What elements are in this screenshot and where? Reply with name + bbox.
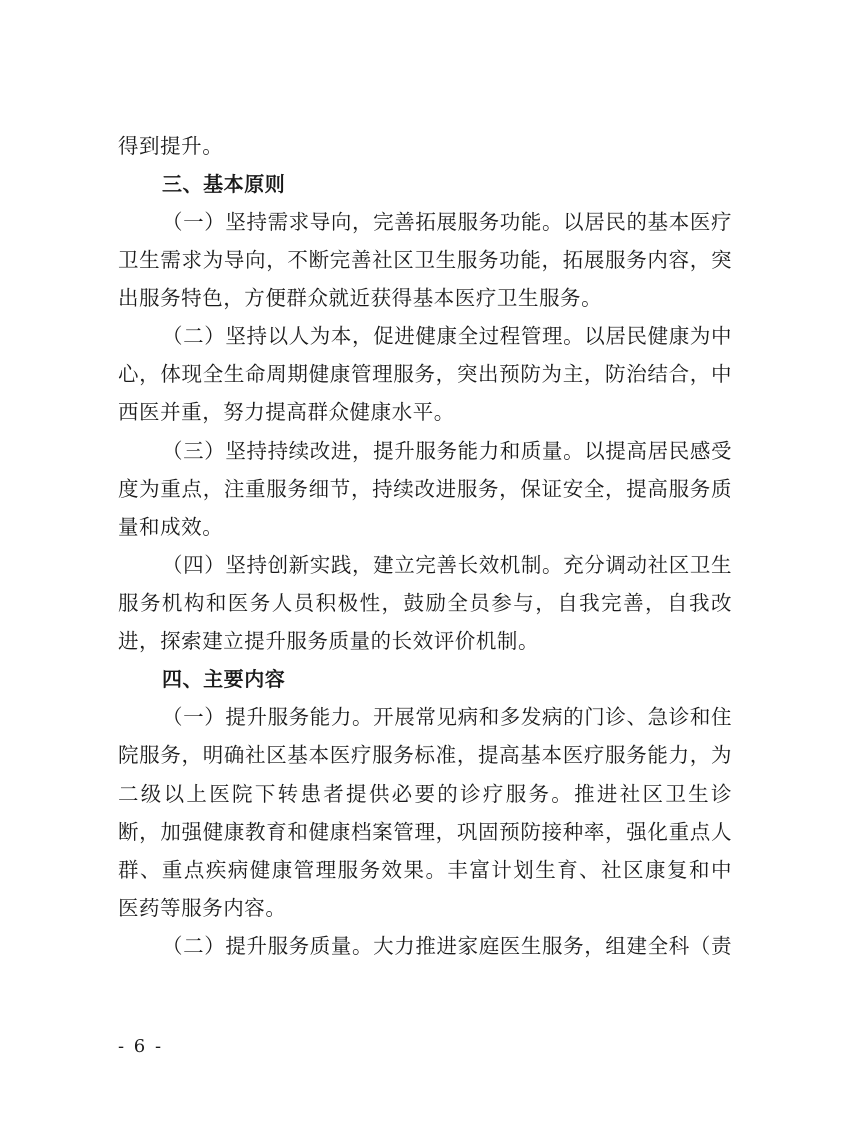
paragraph-line: 得到提升。	[118, 134, 224, 158]
paragraph-line: 服务机构和医务人员积极性，鼓励全员参与，自我完善，自我改	[118, 591, 732, 615]
paragraph-line: （三）坚持持续改进，提升服务能力和质量。以提高居民感受	[162, 439, 732, 463]
paragraph-line: 医药等服务内容。	[118, 896, 287, 920]
section-heading: 三、基本原则	[162, 172, 286, 196]
page-number: - 6 -	[118, 1036, 164, 1057]
paragraph-line: 量和成效。	[118, 515, 224, 539]
paragraph-line: 群、重点疾病健康管理服务效果。丰富计划生育、社区康复和中	[118, 858, 732, 882]
paragraph-line: 心，体现全生命周期健康管理服务，突出预防为主，防治结合，中	[118, 362, 732, 386]
paragraph-line: （二）坚持以人为本，促进健康全过程管理。以居民健康为中	[162, 324, 732, 348]
paragraph-line: 出服务特色，方便群众就近获得基本医疗卫生服务。	[118, 286, 603, 310]
paragraph-line: 西医并重，努力提高群众健康水平。	[118, 400, 455, 424]
paragraph-line: 断，加强健康教育和健康档案管理，巩固预防接种率，强化重点人	[118, 820, 732, 844]
paragraph-line: （四）坚持创新实践，建立完善长效机制。充分调动社区卫生	[162, 553, 732, 577]
paragraph-line: （一）提升服务能力。开展常见病和多发病的门诊、急诊和住	[162, 705, 732, 729]
paragraph-line: 卫生需求为导向，不断完善社区卫生服务功能，拓展服务内容，突	[118, 248, 732, 272]
paragraph-line: 度为重点，注重服务细节，持续改进服务，保证安全，提高服务质	[118, 477, 732, 501]
paragraph-line: 院服务，明确社区基本医疗服务标准，提高基本医疗服务能力，为	[118, 743, 732, 767]
paragraph-line: （二）提升服务质量。大力推进家庭医生服务，组建全科（责	[162, 934, 732, 958]
paragraph-line: 进，探索建立提升服务质量的长效评价机制。	[118, 629, 539, 653]
paragraph-line: （一）坚持需求导向，完善拓展服务功能。以居民的基本医疗	[162, 210, 732, 234]
section-heading: 四、主要内容	[162, 667, 286, 691]
paragraph-line: 二级以上医院下转患者提供必要的诊疗服务。推进社区卫生诊	[118, 782, 732, 806]
